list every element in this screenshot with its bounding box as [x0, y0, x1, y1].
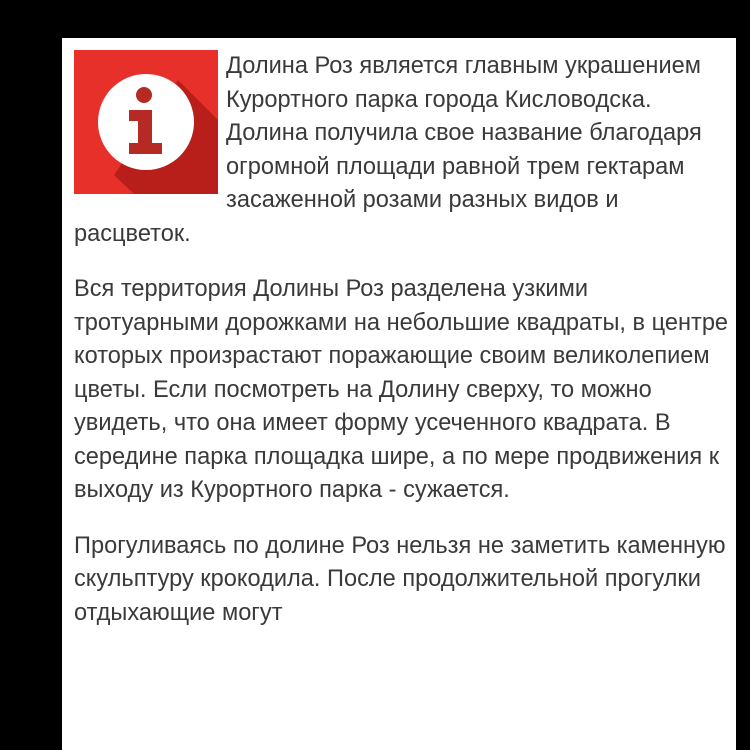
- paragraph-1: Долина Роз является главным украшением Курортного парка города Кисловодска. Долина получила свое название благодаря огромной площади равной трем гектарам засаженной розами разных видов и расцветок.: [74, 53, 702, 247]
- article-card: [62, 38, 736, 750]
- info-icon: [74, 50, 218, 194]
- paragraph-2: Вся территория Долины Роз разделена узкими тротуарными дорожками на небольшие квадраты, в центре которых произрастают поражающие своим великолепием цветы. Если посмотреть на Долину сверху, то можно увидеть, что она имеет форму усеченного квадрата. В середине парка площадка шире, а по мере продвижения к выходу из Курортного парка - сужается.: [74, 276, 729, 503]
- article-content: [74, 50, 730, 652]
- paragraph-3: Прогуливаясь по долине Роз нельзя не заметить каменную скульптуру крокодила. После продолжительной прогулки отдыхающие могут: [74, 532, 726, 626]
